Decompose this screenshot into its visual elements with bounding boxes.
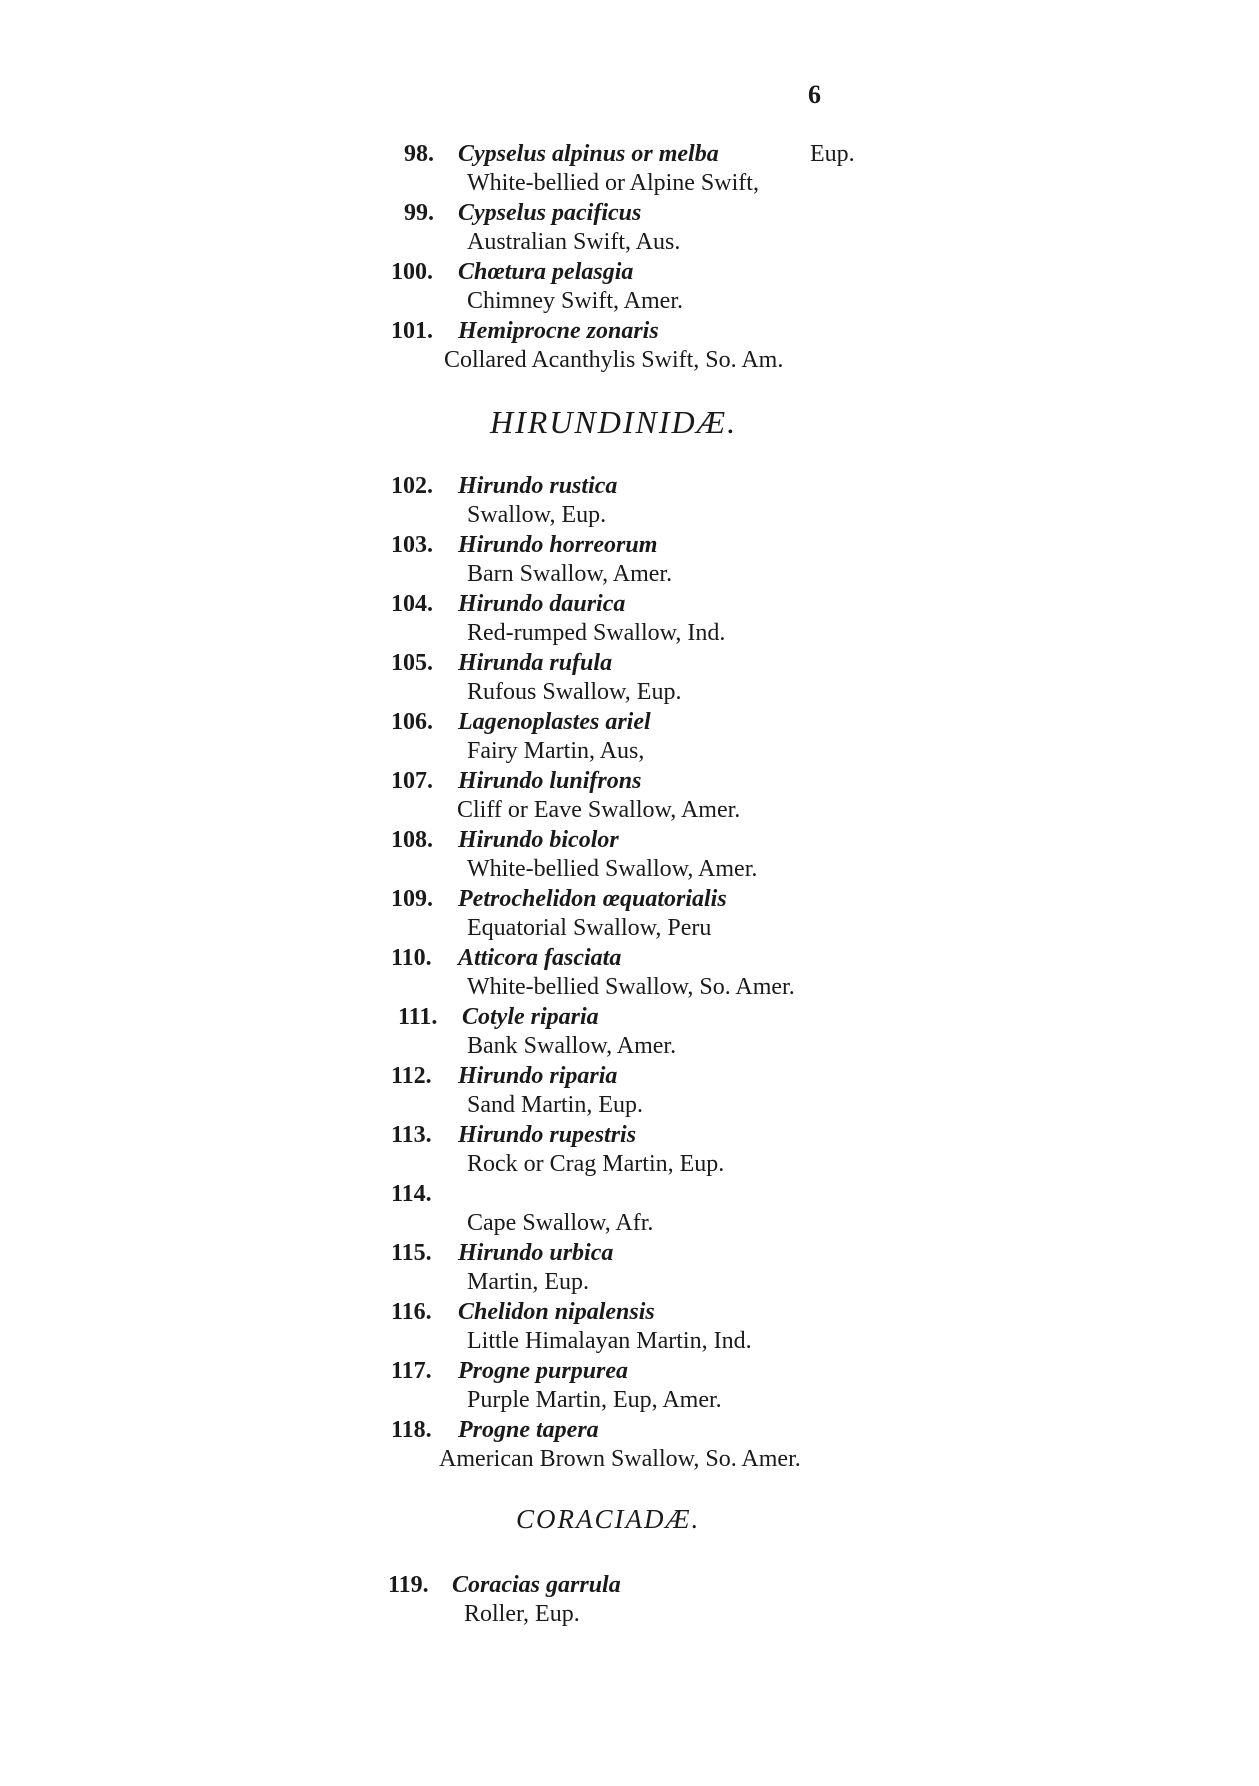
entry-107: [391, 767, 741, 825]
entry-117: [391, 1357, 722, 1415]
entry-101: [391, 317, 784, 375]
entry-103: [391, 531, 673, 589]
scientific-name: Coracias garrula: [452, 1572, 621, 1598]
scientific-name: Hirundo rustica: [458, 473, 618, 499]
entry-number: 100.: [391, 259, 433, 285]
region-tag: Eup.: [810, 141, 855, 167]
scientific-name: Hirundo bicolor: [458, 827, 619, 853]
common-name: White-bellied or Alpine Swift,: [467, 170, 759, 196]
scientific-name: Atticora fasciata: [458, 945, 622, 971]
entry-number: 115.: [391, 1240, 432, 1266]
scientific-name: Hemiprocne zonaris: [458, 318, 659, 344]
scientific-name: Hirundo horreorum: [458, 532, 658, 558]
entry-100: [391, 258, 683, 316]
entry-116: [391, 1298, 752, 1356]
common-name: Fairy Martin, Aus,: [467, 738, 645, 764]
entry-113: [391, 1121, 725, 1179]
common-name: Cliff or Eave Swallow, Amer.: [457, 797, 741, 823]
entry-number: 114.: [391, 1181, 432, 1207]
entry-number: 117.: [391, 1358, 432, 1384]
scientific-name: Hirundo rupestris: [458, 1122, 637, 1148]
scientific-name: Hirundo lunifrons: [458, 768, 642, 794]
entry-number: 106.: [391, 709, 433, 735]
common-name: Swallow, Eup.: [467, 502, 607, 528]
scientific-name: Lagenoplastes ariel: [458, 709, 651, 735]
entry-102: [391, 472, 617, 530]
entry-98: [404, 140, 855, 198]
scientific-name: Progne purpurea: [458, 1358, 629, 1384]
scientific-name: Progne tapera: [458, 1417, 599, 1443]
entry-111: [398, 1003, 677, 1061]
entry-number: 116.: [391, 1299, 432, 1325]
entry-119: [388, 1571, 621, 1629]
common-name: White-bellied Swallow, So. Amer.: [467, 974, 795, 1000]
common-name: Bank Swallow, Amer.: [467, 1033, 677, 1059]
entry-110: [391, 944, 795, 1002]
common-name: Red-rumped Swallow, Ind.: [467, 620, 726, 646]
entry-108: [391, 826, 758, 884]
entry-number: 102.: [391, 473, 433, 499]
entry-number: 108.: [391, 827, 433, 853]
common-name: Collared Acanthylis Swift, So. Am.: [444, 347, 784, 373]
scientific-name: Petrochelidon œquatorialis: [458, 886, 727, 912]
entry-109: [391, 885, 727, 943]
scientific-name: Hirundo riparia: [458, 1063, 618, 1089]
entry-number: 103.: [391, 532, 433, 558]
scientific-name: Chelidon nipalensis: [458, 1299, 655, 1325]
entry-104: [391, 590, 726, 648]
section-heading-hirundinidae: HIRUNDINIDÆ.: [490, 404, 738, 440]
entry-112: [391, 1062, 643, 1120]
common-name: Australian Swift, Aus.: [467, 229, 681, 255]
entry-115: [391, 1239, 613, 1297]
scientific-name: Chœtura pelasgia: [458, 259, 634, 285]
entry-number: 104.: [391, 591, 433, 617]
common-name: Roller, Eup.: [464, 1601, 580, 1627]
scientific-name: Cypselus alpinus or melba: [458, 141, 719, 167]
scientific-name: Hirundo daurica: [458, 591, 626, 617]
common-name: American Brown Swallow, So. Amer.: [439, 1446, 801, 1472]
common-name: Martin, Eup.: [467, 1269, 589, 1295]
common-name: Purple Martin, Eup, Amer.: [467, 1387, 722, 1413]
entry-number: 110.: [391, 945, 432, 971]
entry-114: [391, 1180, 654, 1238]
entry-number: 119.: [388, 1572, 429, 1598]
entry-105: [391, 649, 682, 707]
common-name: Barn Swallow, Amer.: [467, 561, 673, 587]
entry-99: [404, 199, 681, 257]
entry-number: 101.: [391, 318, 433, 344]
common-name: White-bellied Swallow, Amer.: [467, 856, 758, 882]
entry-number: 98.: [404, 141, 434, 167]
entry-number: 111.: [398, 1004, 438, 1030]
common-name: Cape Swallow, Afr.: [467, 1210, 654, 1236]
common-name: Chimney Swift, Amer.: [467, 288, 683, 314]
common-name: Rock or Crag Martin, Eup.: [467, 1151, 725, 1177]
section-heading-coraciadae: CORACIADÆ.: [516, 1504, 701, 1534]
entry-number: 112.: [391, 1063, 432, 1089]
entry-number: 118.: [391, 1417, 432, 1443]
entry-number: 99.: [404, 200, 434, 226]
common-name: Equatorial Swallow, Peru: [467, 915, 712, 941]
entry-number: 107.: [391, 768, 433, 794]
entry-106: [391, 708, 651, 766]
common-name: Rufous Swallow, Eup.: [467, 679, 682, 705]
scientific-name: Hirundo urbica: [458, 1240, 614, 1266]
entry-number: 109.: [391, 886, 433, 912]
scientific-name: Cotyle riparia: [462, 1004, 599, 1030]
common-name: Little Himalayan Martin, Ind.: [467, 1328, 752, 1354]
scientific-name: Cypselus pacificus: [458, 200, 642, 226]
entry-number: 113.: [391, 1122, 432, 1148]
page-number: 6: [808, 80, 821, 109]
entry-118: [391, 1416, 801, 1474]
entry-number: 105.: [391, 650, 433, 676]
common-name: Sand Martin, Eup.: [467, 1092, 643, 1118]
scientific-name: Hirunda rufula: [458, 650, 613, 676]
